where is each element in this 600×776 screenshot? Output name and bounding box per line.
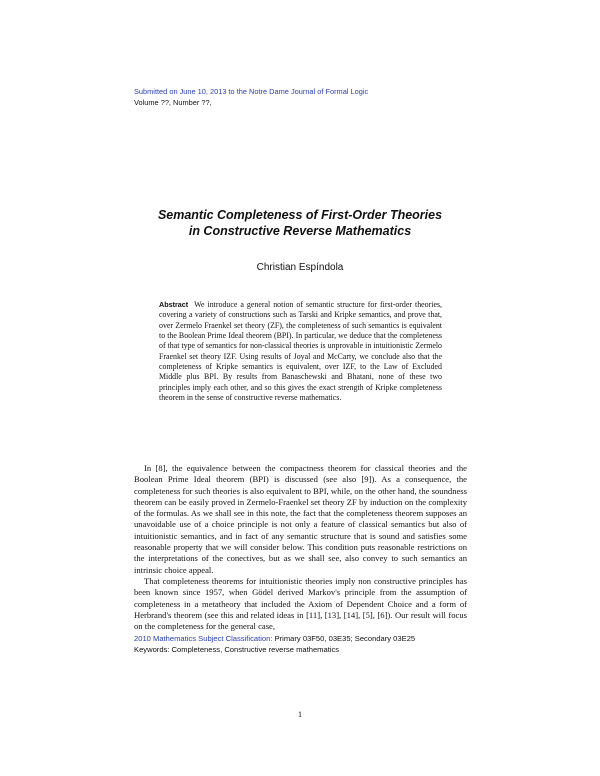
- author-name: Christian Espíndola: [256, 262, 344, 273]
- volume-line: Volume ??, Number ??,: [134, 98, 212, 107]
- paper-title: [100, 207, 500, 239]
- msc-label: 2010 Mathematics Subject Classification:: [134, 634, 273, 643]
- footnote: [134, 633, 474, 655]
- msc-value: Primary 03F50, 03E35; Secondary 03E25: [274, 634, 416, 643]
- abstract-text: We introduce a general notion of semantic structure for first-order theories, covering a variety of constructions such as Tarski and Kripke semantics, and prove that, over Zermelo Fraenkel set theory (ZF), the completeness of such semantics is equivalent to the Boolean Prime Ideal theorem (BPI). In particular, we deduce that the completeness of that type of semantics for non-classical theories is unprovable in intuitionistic Zermelo Fraenkel set theory IZF. Using results of Joyal and McCarty, we conclude also that the completeness of Kripke semantics is equivalent, over IZF, to the Law of Excluded Middle plus BPI. By results from Banaschewski and Bhatani, none of these two principles imply each other, and so this gives the exact strength of Kripke completeness theorem in the sense of constructive reverse mathematics.: [159, 300, 442, 403]
- keywords: Keywords: Completeness, Constructive reverse mathematics: [134, 645, 340, 654]
- abstract: [159, 300, 442, 403]
- title-line-1: Semantic Completeness of First-Order Theories: [157, 208, 443, 222]
- journal-header: [134, 86, 474, 108]
- title-line-2: in Constructive Reverse Mathematics: [188, 224, 412, 238]
- page-number: 1: [297, 709, 303, 719]
- abstract-label: Abstract: [159, 300, 189, 309]
- paragraph-2: That completeness theorems for intuitionistic theories imply non constructive principles has been known since 1957, when Gödel derived Markov's principle from the assumption of completeness in a metatheory that included the Axiom of Dependent Choice and a form of Herbrand's theorem (see this and related ideas in [11], [13], [14], [5], [6]). Our result will focus on the completeness for the general case,: [134, 575, 467, 632]
- submission-note: Submitted on June 10, 2013 to the Notre Dame Journal of Formal Logic: [134, 87, 369, 96]
- paragraph-1: In [8], the equivalence between the compactness theorem for classical theories and the Boolean Prime Ideal theorem (BPI) is discussed (see also [9]). As a consequence, the completeness for such theories is also equivalent to BPI, while, on the other hand, the soundness theorem can be easily proved in Zermelo-Fraenkel set theory ZF by induction on the complexity of the formulas. As we shall see in this note, the fact that the completeness theorem supposes an unavoidable use of a choice principle is not only a feature of classical semantics but also of intuitionistic semantics, and in fact of any semantic structure that is sound and satisfies some reasonable property that we will consider below. This condition puts reasonable restrictions on the interpretations of the conectives, but as we shall see, also convey to such semantics an intrinsic choice appeal.: [134, 463, 467, 575]
- body-text: [134, 463, 467, 632]
